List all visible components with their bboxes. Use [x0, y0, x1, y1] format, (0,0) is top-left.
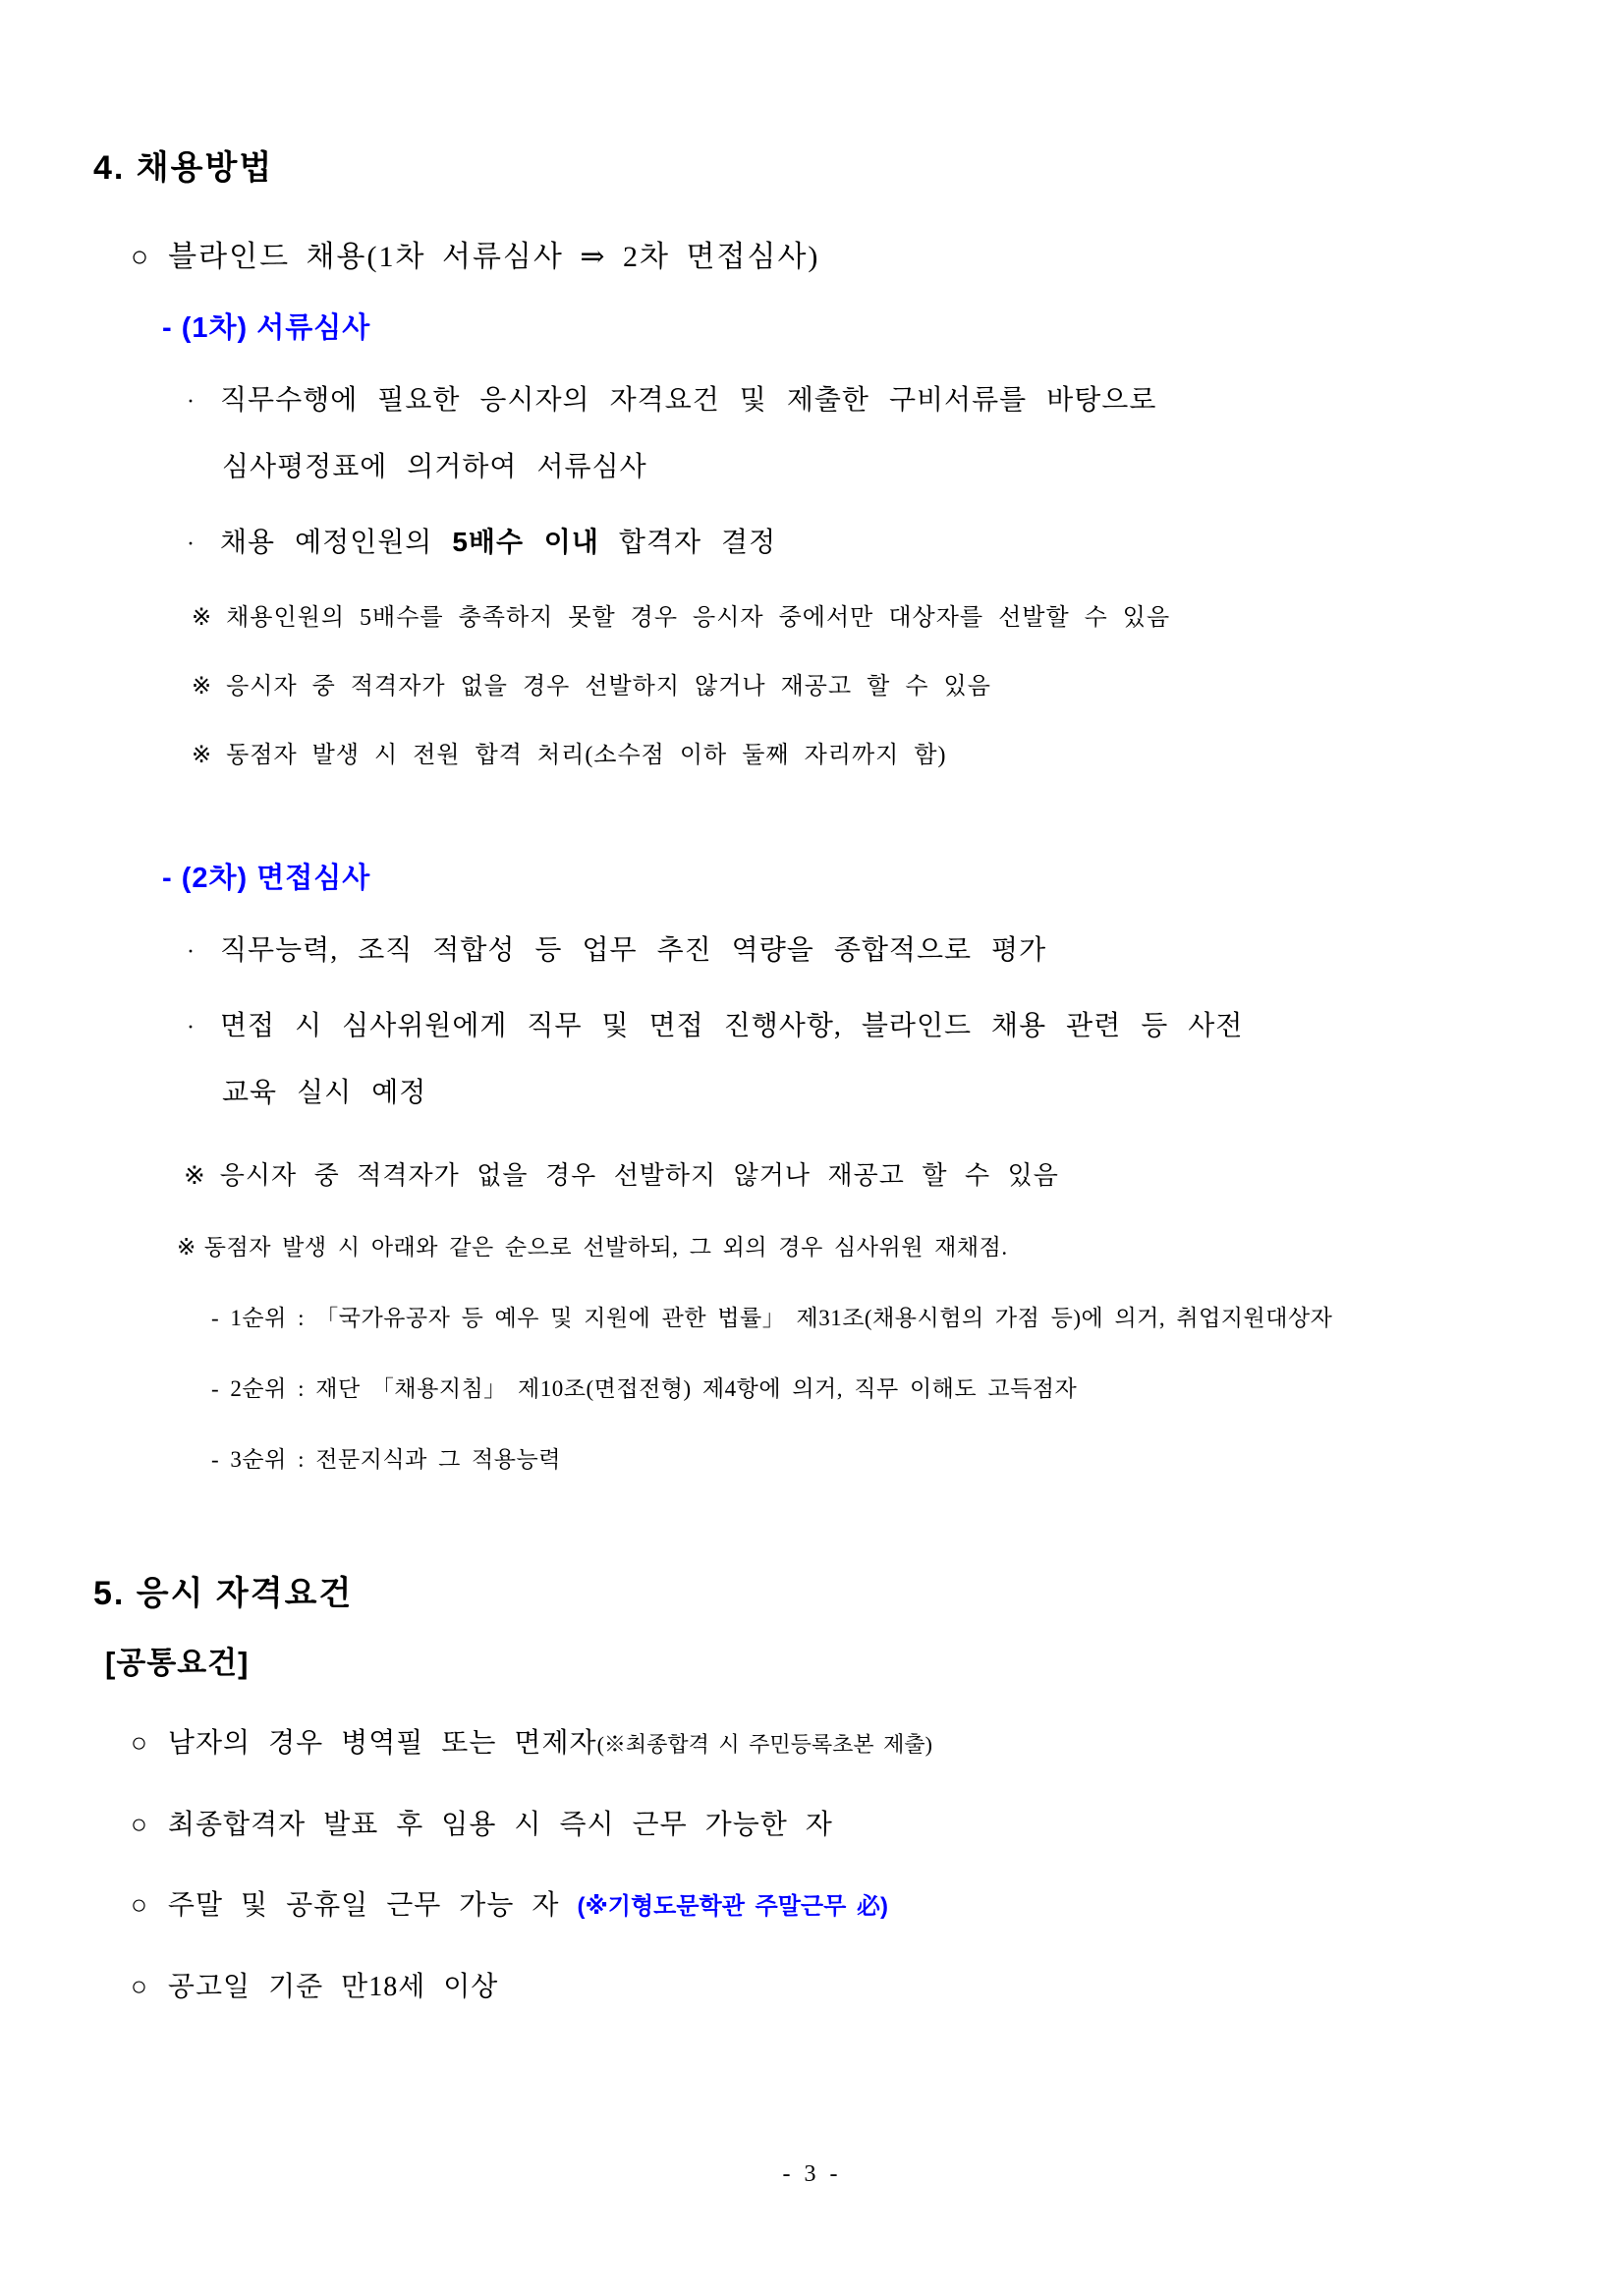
requirement-item: [131, 1886, 1536, 1927]
dot-bullet-icon: ·: [187, 532, 196, 557]
stage-1-bullet-2-pre: 채용 예정인원의: [220, 528, 453, 558]
reference-mark-icon: ※: [192, 743, 213, 768]
stage-2-bullet-2-line-1: 면접 시 심사위원에게 직무 및 면접 진행사항, 블라인드 채용 관련 등 사전: [220, 1011, 1244, 1041]
stage-1-note-text: 응시자 중 적격자가 없을 경우 선발하지 않거나 재공고 할 수 있음: [226, 674, 991, 700]
requirement-text: 주말 및 공휴일 근무 가능 자: [167, 1890, 578, 1921]
stage-2-label: - (2차) 면접심사: [162, 863, 371, 894]
page-number: - 3 -: [782, 2161, 842, 2187]
stage-1-note-text: 동점자 발생 시 전원 합격 처리(소수점 이하 둘째 자리까지 함): [226, 743, 947, 768]
reference-mark-icon: ※: [192, 674, 213, 700]
requirement-item: [131, 1968, 1536, 2007]
stage-2-bullet-2: [187, 1007, 1536, 1113]
circle-marker-icon: ○: [131, 241, 151, 273]
requirement-blue-note: (※기형도문학관 주말근무 必): [577, 1893, 888, 1920]
stage-1-bullet-1-line-1: 직무수행에 필요한 응시자의 자격요건 및 제출한 구비서류를 바탕으로: [220, 385, 1157, 416]
requirement-small-note: (※최종합격 시 주민등록초본 제출): [596, 1732, 932, 1757]
stage-1-note: [192, 603, 1536, 633]
tiebreak-priority-3: - 3순위 : 전문지식과 그 적용능력: [211, 1447, 561, 1472]
circle-marker-icon: ○: [131, 1810, 148, 1840]
dot-bullet-icon: ·: [187, 939, 196, 965]
tiebreak-priority-2: - 2순위 : 재단 「채용지침」 제10조(면접전형) 제4항에 의거, 직무 이해도 고득점자: [211, 1376, 1078, 1401]
dot-bullet-icon: ·: [187, 389, 196, 415]
dot-bullet-icon: ·: [187, 1015, 196, 1040]
stage-1-bullet-2: [187, 523, 1536, 564]
stage-1-note: [192, 741, 1536, 770]
stage-1-bullet-2-post: 합격자 결정: [598, 528, 777, 558]
stage-2-bullet-1-text: 직무능력, 조직 적합성 등 업무 추진 역량을 종합적으로 평가: [220, 935, 1047, 966]
stage-2-note-medium: [177, 1233, 1536, 1262]
stage-1-note: [192, 672, 1536, 701]
circle-marker-icon: ○: [131, 1972, 148, 2002]
reference-mark-icon: ※: [184, 1161, 206, 1190]
circle-marker-icon: ○: [131, 1890, 148, 1921]
section-4-intro-text: 블라인드 채용(1차 서류심사 ⇒ 2차 면접심사): [168, 241, 820, 273]
requirement-text: 남자의 경우 병역필 또는 면제자: [167, 1728, 597, 1759]
stage-1-bullet-2-bold: 5배수 이내: [452, 527, 599, 557]
stage-2-note-large: [184, 1160, 1536, 1192]
stage-2-note-large-text: 응시자 중 적격자가 없을 경우 선발하지 않거나 재공고 할 수 있음: [219, 1161, 1059, 1190]
stage-2-bullet-2-line-2: 교육 실시 예정: [222, 1078, 427, 1108]
tiebreak-priority-1: - 1순위 : 「국가유공자 등 예우 및 지원에 관한 법률」 제31조(채용시험의 가점 등)에 의거, 취업지원대상자: [211, 1306, 1333, 1330]
stage-1-bullet-1-line-2: 심사평정표에 의거하여 서류심사: [222, 452, 647, 482]
stage-1-bullet-1: [187, 381, 1536, 487]
requirement-text: 최종합격자 발표 후 임용 시 즉시 근무 가능한 자: [167, 1810, 833, 1840]
requirement-item: [131, 1724, 1536, 1764]
stage-1-note-text: 채용인원의 5배수를 충족하지 못할 경우 응시자 중에서만 대상자를 선발할 수 있음: [226, 605, 1171, 631]
stage-1-label: - (1차) 서류심사: [162, 312, 371, 344]
requirement-item: [131, 1806, 1536, 1845]
section-4-heading: 4. 채용방법: [93, 149, 274, 187]
requirement-text: 공고일 기준 만18세 이상: [167, 1972, 499, 2002]
stage-2-bullet-1: [187, 931, 1536, 972]
reference-mark-icon: ※: [192, 605, 213, 631]
stage-2-note-medium-text: 동점자 발생 시 아래와 같은 순으로 선발하되, 그 외의 경우 심사위원 재채점.: [203, 1235, 1008, 1260]
section-5-heading: 5. 응시 자격요건: [93, 1575, 354, 1612]
circle-marker-icon: ○: [131, 1728, 148, 1759]
common-requirements-subheading: [공통요건]: [105, 1646, 250, 1680]
reference-mark-icon: ※: [177, 1235, 196, 1260]
section-4-intro: [131, 238, 1536, 277]
